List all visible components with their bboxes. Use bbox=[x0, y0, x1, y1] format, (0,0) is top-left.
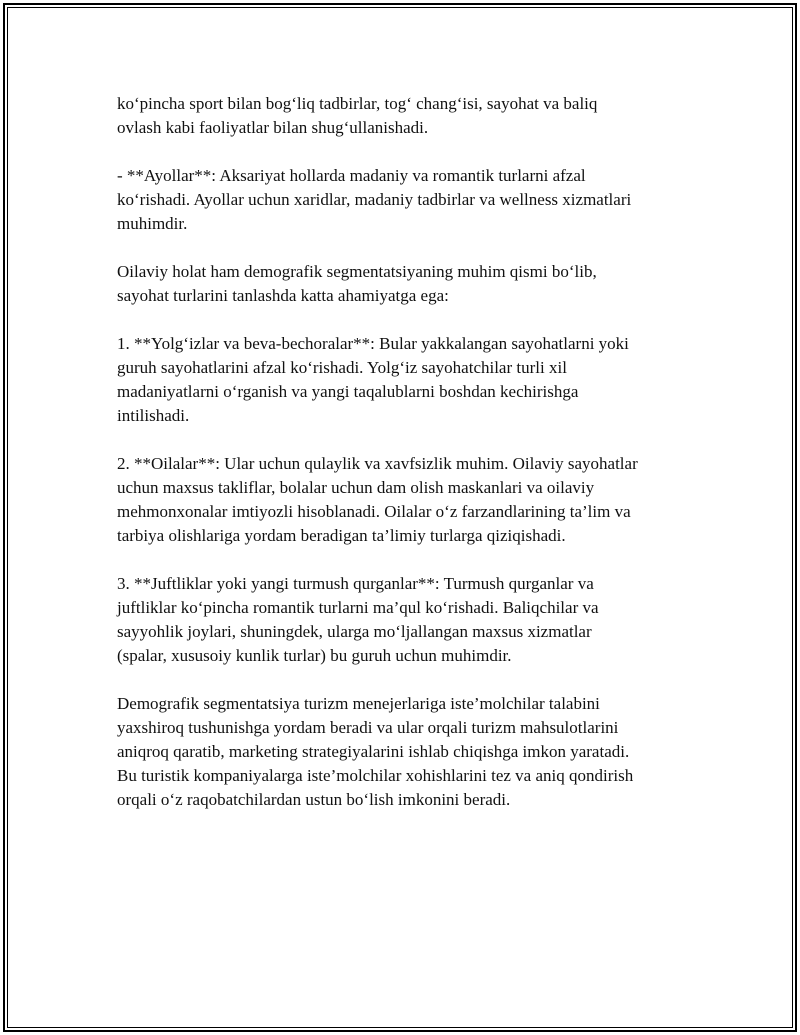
paragraph-conclusion: Demografik segmentatsiya turizm menejerlariga iste’molchilar talabini yaxshiroq tushunishga yordam beradi va ular orqali turizm mahsulotlarini aniqroq qaratib, marketing strategiyalarini ishlab chiqishga imkon yaratadi. Bu turistik kompaniyalarga iste’molchilar xohishlarini tez va aniq qondirish orqali o‘z raqobatchilardan ustun bo‘lish imkonini beradi. bbox=[117, 694, 634, 809]
document-body bbox=[117, 92, 697, 836]
paragraph-women: - **Ayollar**: Aksariyat hollarda madaniy va romantik turlarni afzal ko‘rishadi. Ayollar uchun xaridlar, madaniy tadbirlar va wellness xizmatlari muhimdir. bbox=[117, 166, 632, 233]
list-item-couples: 3. **Juftliklar yoki yangi turmush qurganlar**: Turmush qurganlar va juftliklar ko‘pincha romantik turlarni ma’qul ko‘rishadi. Baliqchilar va sayyohlik joylari, shuningdek, ularga mo‘ljallangan maxsus xizmatlar (spalar, xususoiy kunlik turlar) bu guruh uchun muhimdir. bbox=[117, 574, 599, 665]
paragraph-sport-activities: ko‘pincha sport bilan bog‘liq tadbirlar, tog‘ chang‘isi, sayohat va baliq ovlash kabi faoliyatlar bilan shug‘ullanishadi. bbox=[117, 94, 598, 137]
list-item-singles: 1. **Yolg‘izlar va beva-bechoralar**: Bular yakkalangan sayohatlarni yoki guruh sayohatlarini afzal ko‘rishadi. Yolg‘iz sayohatchilar turli xil madaniyatlarni o‘rganish va yangi taqalublarni boshdan kechirishga intilishadi. bbox=[117, 334, 629, 425]
paragraph-family-status: Oilaviy holat ham demografik segmentatsiyaning muhim qismi bo‘lib, sayohat turlarini tanlashda katta ahamiyatga ega: bbox=[117, 262, 597, 305]
list-item-families: 2. **Oilalar**: Ular uchun qulaylik va xavfsizlik muhim. Oilaviy sayohatlar uchun maxsus takliflar, bolalar uchun dam olish maskanlari va oilaviy mehmonxonalar imtiyozli hisoblanadi. Oilalar o‘z farzandlarining ta’lim va tarbiya olishlariga yordam beradigan ta’limiy turlarga qiziqishadi. bbox=[117, 454, 638, 545]
